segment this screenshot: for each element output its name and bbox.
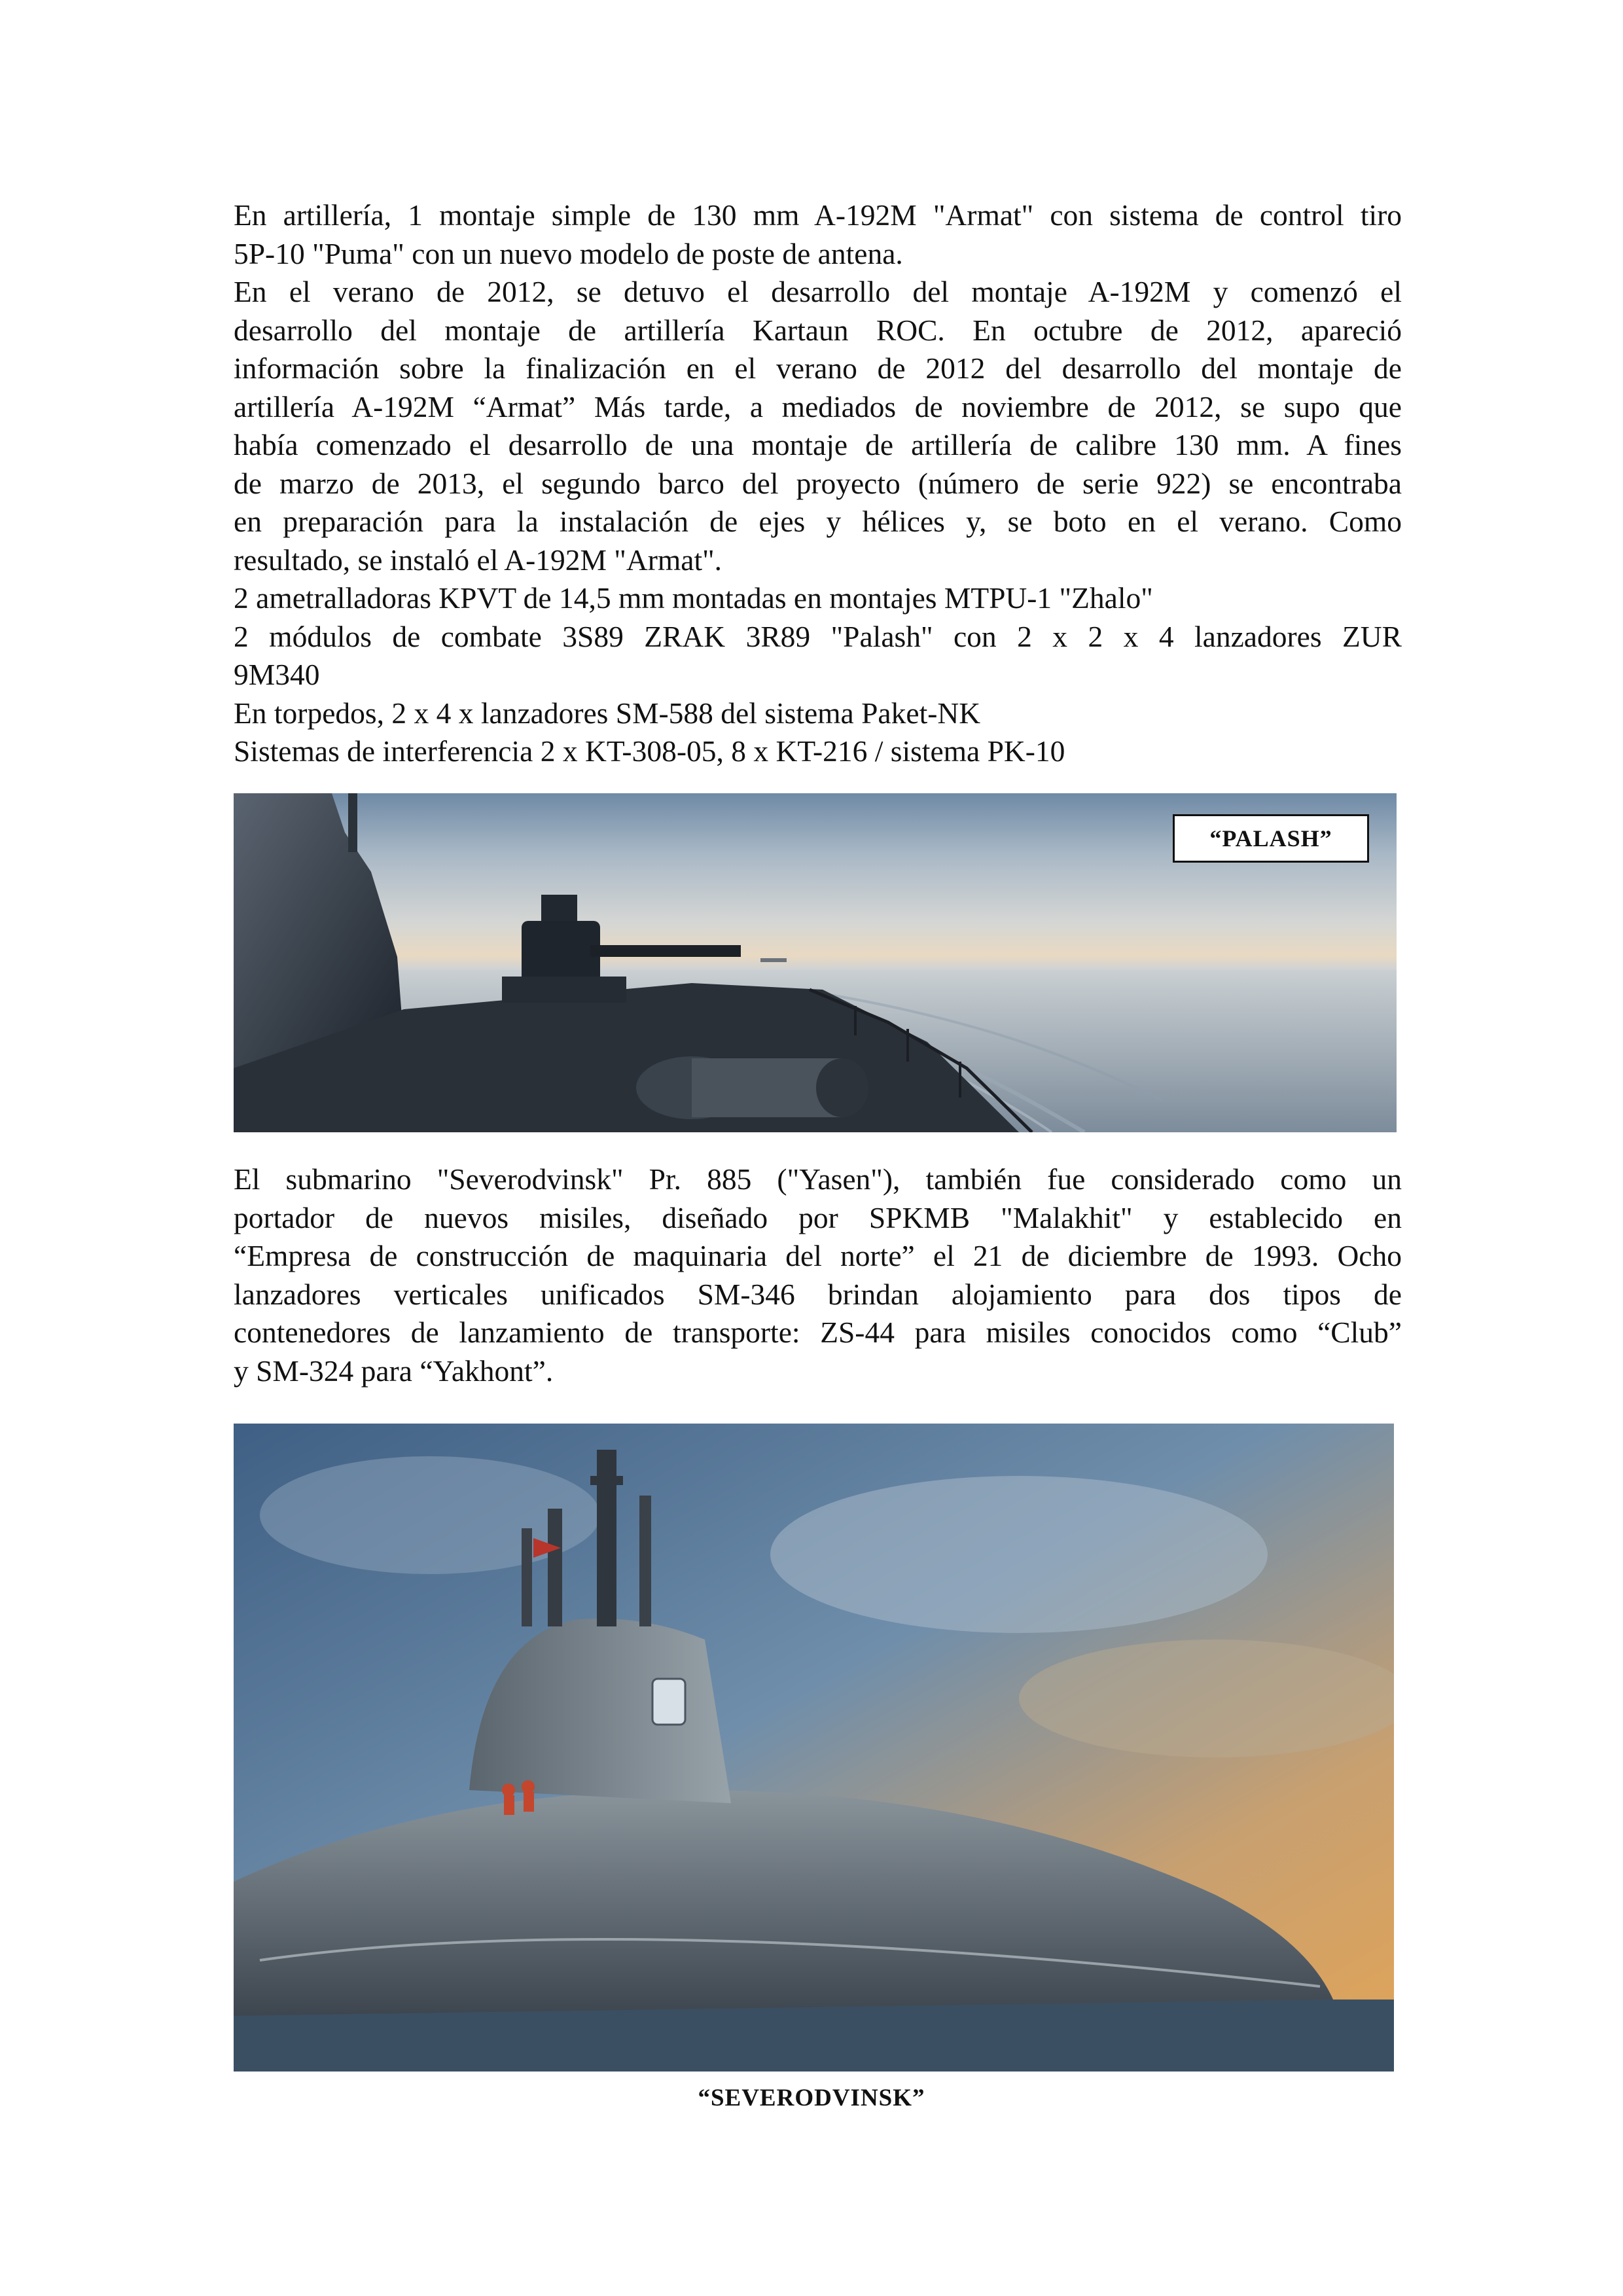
text-line: “Empresa de construcción de maquinaria del norte” el 21 de diciembre de 1993. Ocho [234,1239,1402,1272]
palash-caption: “PALASH” [1173,814,1369,863]
text-line: En artillería, 1 montaje simple de 130 mm A-192M "Armat" con sistema de control tiro [234,198,1402,232]
text-line: 2 ametralladoras KPVT de 14,5 mm montadas en montajes MTPU-1 "Zhalo" [234,581,1153,615]
text-line: información sobre la finalización en el verano de 2012 del desarrollo del montaje de [234,351,1402,385]
text-line: y SM-324 para “Yakhont”. [234,1354,554,1388]
text-line: 2 módulos de combate 3S89 ZRAK 3R89 "Palash" con 2 x 2 x 4 lanzadores ZUR [234,619,1402,653]
text-line: en preparación para la instalación de ejes y hélices y, se boto en el verano. Como [234,505,1402,538]
text-line: El submarino "Severodvinsk" Pr. 885 ("Yasen"), también fue considerado como un [234,1162,1402,1196]
text-line: 5P-10 "Puma" con un nuevo modelo de poste de antena. [234,236,903,270]
severodvinsk-caption: “SEVERODVINSK” [698,2085,925,2111]
body-paragraph-armament [234,196,1402,771]
text-line: Sistemas de interferencia 2 x KT-308-05, 8 x KT-216 / sistema PK-10 [234,734,1065,768]
text-line: contenedores de lanzamiento de transporte: ZS-44 para misiles conocidos como “Club” [234,1316,1402,1349]
text-line: había comenzado el desarrollo de una montaje de artillería de calibre 130 mm. A fines [234,428,1402,461]
body-paragraph-severodvinsk [234,1160,1402,1390]
text-line: En el verano de 2012, se detuvo el desarrollo del montaje A-192M y comenzó el [234,275,1402,308]
submarine-illustration [234,1424,1394,2072]
text-line: desarrollo del montaje de artillería Kartaun ROC. En octubre de 2012, apareció [234,313,1402,347]
text-line: resultado, se instaló el A-192M "Armat". [234,543,722,577]
text-line: portador de nuevos misiles, diseñado por SPKMB "Malakhit" y establecido en [234,1200,1402,1234]
text-line: 9M340 [234,658,320,691]
text-line: artillería A-192M “Armat” Más tarde, a mediados de noviembre de 2012, se supo que [234,389,1402,423]
severodvinsk-photo [234,1424,1394,2072]
text-line: En torpedos, 2 x 4 x lanzadores SM-588 del sistema Paket-NK [234,696,981,730]
text-line: de marzo de 2013, el segundo barco del proyecto (número de serie 922) se encontraba [234,466,1402,500]
text-line: lanzadores verticales unificados SM-346 brindan alojamiento para dos tipos de [234,1277,1402,1311]
